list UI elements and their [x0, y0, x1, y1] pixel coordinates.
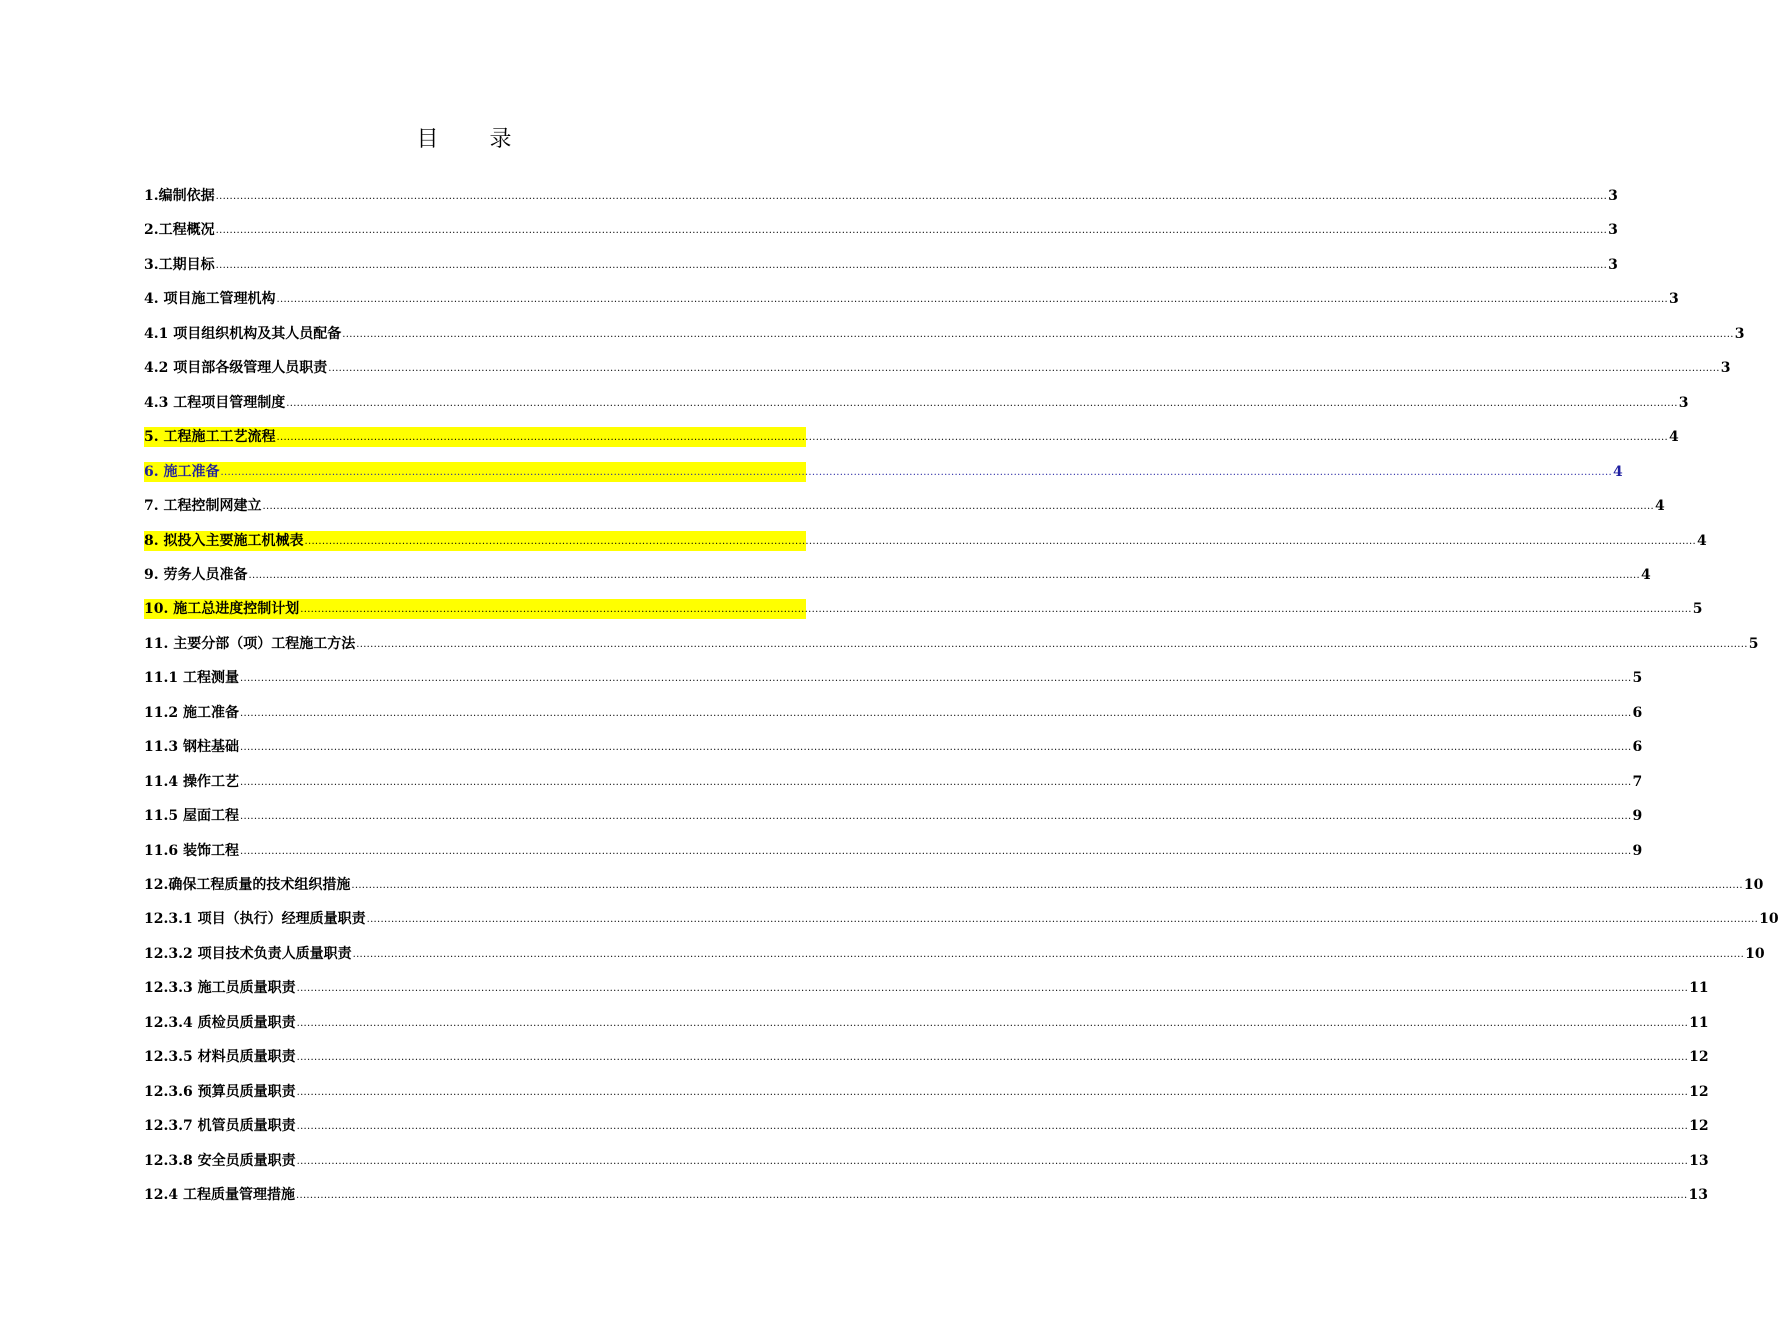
toc-leader-dots: ................................................................................................................................................................................................................................................................................................................................................................................................................ — [239, 707, 1632, 719]
toc-entry-label: 12.3.1 项目（执行）经理质量职责 — [144, 911, 366, 928]
toc-entry-label: 12.3.6 预算员质量职责 — [144, 1083, 296, 1100]
toc-entry-label: 2.工程概况 — [144, 222, 215, 239]
toc-entry-page-number: 12 — [1689, 1083, 1709, 1100]
toc-entry[interactable] — [144, 875, 1764, 895]
toc-entry[interactable] — [144, 668, 1643, 688]
toc-entry[interactable] — [144, 634, 1759, 654]
toc-entry-page-number: 13 — [1688, 1187, 1708, 1204]
toc-entry[interactable] — [144, 186, 1618, 206]
toc-entry-page-number: 3 — [1678, 394, 1689, 411]
toc-leader-dots: ................................................................................................................................................................................................................................................................................................................................................................................................................ — [352, 948, 1745, 960]
toc-entry-label: 12.确保工程质量的技术组织措施 — [144, 877, 351, 893]
toc-entry-label: 12.3.2 项目技术负责人质量职责 — [144, 945, 352, 962]
toc-entry-page-number: 4 — [1696, 532, 1707, 549]
toc-entry-page-number: 6 — [1632, 704, 1643, 721]
toc-entry[interactable] — [144, 496, 1665, 516]
toc-leader-dots: ................................................................................................................................................................................................................................................................................................................................................................................................................ — [296, 1017, 1689, 1029]
toc-entry[interactable] — [144, 358, 1731, 378]
toc-leader-dots: ................................................................................................................................................................................................................................................................................................................................................................................................................ — [248, 569, 1640, 581]
toc-leader-dots: ................................................................................................................................................................................................................................................................................................................................................................................................................ — [300, 604, 1692, 616]
toc-entry-label: 10. 施工总进度控制计划 — [144, 601, 300, 618]
toc-entry[interactable] — [144, 462, 1623, 482]
toc-entry-label: 11.1 工程测量 — [144, 670, 239, 687]
toc-entry-label: 12.3.5 材料员质量职责 — [144, 1049, 296, 1066]
toc-entry-label: 8. 拟投入主要施工机械表 — [144, 532, 304, 549]
toc-entry-label: 12.3.4 质检员质量职责 — [144, 1014, 296, 1031]
toc-entry[interactable] — [144, 255, 1618, 275]
toc-leader-dots: ................................................................................................................................................................................................................................................................................................................................................................................................................ — [366, 914, 1759, 926]
toc-leader-dots: ................................................................................................................................................................................................................................................................................................................................................................................................................ — [215, 259, 1608, 271]
toc-entry[interactable] — [144, 427, 1679, 447]
toc-entry-page-number: 4 — [1612, 463, 1623, 480]
toc-entry[interactable] — [144, 1047, 1709, 1067]
toc-entry-label: 4.3 工程项目管理制度 — [144, 394, 286, 411]
toc-leader-dots: ................................................................................................................................................................................................................................................................................................................................................................................................................ — [296, 1052, 1689, 1064]
toc-entry-page-number: 3 — [1608, 256, 1618, 273]
toc-entry-label: 6. 施工准备 — [144, 463, 220, 480]
toc-entry-label: 7. 工程控制网建立 — [144, 498, 262, 515]
toc-entry-page-number: 4 — [1640, 566, 1651, 583]
toc-entry[interactable] — [144, 737, 1643, 757]
toc-entry-label: 5. 工程施工工艺流程 — [144, 429, 276, 446]
toc-leader-dots: ................................................................................................................................................................................................................................................................................................................................................................................................................ — [220, 466, 1612, 478]
toc-entry[interactable] — [144, 1013, 1709, 1033]
toc-entry-page-number: 5 — [1748, 635, 1759, 652]
toc-entry[interactable] — [144, 841, 1643, 861]
toc-leader-dots: ................................................................................................................................................................................................................................................................................................................................................................................................................ — [296, 983, 1689, 995]
toc-entry-label: 12.3.3 施工员质量职责 — [144, 980, 296, 997]
toc-entry-page-number: 10 — [1743, 877, 1764, 893]
toc-entry-label: 4.2 项目部各级管理人员职责 — [144, 360, 328, 377]
toc-entry[interactable] — [144, 565, 1651, 585]
toc-entry[interactable] — [144, 909, 1779, 929]
toc-entry-label: 11. 主要分部（项）工程施工方法 — [144, 635, 356, 652]
toc-leader-dots: ................................................................................................................................................................................................................................................................................................................................................................................................................ — [262, 501, 1654, 513]
toc-entry[interactable] — [144, 220, 1618, 240]
toc-entry-label: 11.6 装饰工程 — [144, 842, 239, 859]
toc-entry-label: 11.5 屋面工程 — [144, 808, 239, 825]
toc-leader-dots: ................................................................................................................................................................................................................................................................................................................................................................................................................ — [239, 742, 1632, 754]
toc-entry-page-number: 9 — [1632, 842, 1643, 859]
toc-entry-page-number: 5 — [1692, 601, 1703, 618]
toc-entry-page-number: 13 — [1689, 1152, 1709, 1169]
toc-entry-page-number: 3 — [1720, 360, 1731, 377]
toc-entry-label: 11.3 钢柱基础 — [144, 739, 239, 756]
toc-entry-page-number: 11 — [1689, 980, 1709, 997]
toc-leader-dots: ................................................................................................................................................................................................................................................................................................................................................................................................................ — [296, 1086, 1689, 1098]
toc-entry-label: 11.2 施工准备 — [144, 704, 239, 721]
toc-entry[interactable] — [144, 393, 1689, 413]
toc-entry-page-number: 10 — [1759, 911, 1779, 928]
toc-entry-page-number: 12 — [1689, 1118, 1709, 1135]
toc-entry[interactable] — [144, 703, 1643, 723]
toc-entry[interactable] — [144, 1116, 1709, 1136]
toc-entry-page-number: 3 — [1734, 325, 1745, 342]
toc-leader-dots: ................................................................................................................................................................................................................................................................................................................................................................................................................ — [215, 225, 1608, 237]
toc-entry[interactable] — [144, 1185, 1708, 1205]
toc-entry-page-number: 12 — [1689, 1049, 1709, 1066]
toc-entry[interactable] — [144, 289, 1679, 309]
toc-entry-label: 12.3.8 安全员质量职责 — [144, 1152, 296, 1169]
toc-entry-page-number: 3 — [1608, 188, 1618, 204]
toc-entry-label: 4.1 项目组织机构及其人员配备 — [144, 325, 342, 342]
toc-leader-dots: ................................................................................................................................................................................................................................................................................................................................................................................................................ — [239, 811, 1632, 823]
toc-leader-dots: ................................................................................................................................................................................................................................................................................................................................................................................................................ — [296, 1155, 1689, 1167]
toc-entry-page-number: 10 — [1745, 945, 1765, 962]
toc-entry[interactable] — [144, 599, 1703, 619]
toc-entry-page-number: 7 — [1632, 773, 1643, 790]
toc-leader-dots: ................................................................................................................................................................................................................................................................................................................................................................................................................ — [342, 328, 1734, 340]
toc-entry-page-number: 11 — [1689, 1014, 1709, 1031]
toc-entry-page-number: 3 — [1608, 222, 1618, 239]
toc-entry-label: 3.工期目标 — [144, 256, 215, 273]
toc-entry-label: 1.编制依据 — [144, 188, 215, 204]
toc-leader-dots: ................................................................................................................................................................................................................................................................................................................................................................................................................ — [296, 1121, 1689, 1133]
toc-leader-dots: ................................................................................................................................................................................................................................................................................................................................................................................................................ — [351, 880, 1743, 891]
toc-leader-dots: ................................................................................................................................................................................................................................................................................................................................................................................................................ — [276, 294, 1668, 306]
toc-entry[interactable] — [144, 772, 1643, 792]
toc-entry[interactable] — [144, 806, 1643, 826]
toc-entry-page-number: 6 — [1632, 739, 1643, 756]
toc-entry-page-number: 4 — [1654, 498, 1665, 515]
toc-leader-dots: ................................................................................................................................................................................................................................................................................................................................................................................................................ — [215, 191, 1608, 202]
toc-entry[interactable] — [144, 978, 1709, 998]
toc-leader-dots: ................................................................................................................................................................................................................................................................................................................................................................................................................ — [239, 673, 1632, 685]
toc-leader-dots: ................................................................................................................................................................................................................................................................................................................................................................................................................ — [304, 535, 1696, 547]
toc-entry[interactable] — [144, 1082, 1709, 1102]
toc-leader-dots: ................................................................................................................................................................................................................................................................................................................................................................................................................ — [328, 363, 1720, 375]
toc-entry-page-number: 5 — [1632, 670, 1643, 687]
toc-leader-dots: ................................................................................................................................................................................................................................................................................................................................................................................................................ — [239, 845, 1632, 857]
toc-leader-dots: ................................................................................................................................................................................................................................................................................................................................................................................................................ — [295, 1190, 1688, 1202]
toc-leader-dots: ................................................................................................................................................................................................................................................................................................................................................................................................................ — [286, 397, 1678, 409]
toc-entry-label: 12.3.7 机管员质量职责 — [144, 1118, 296, 1135]
toc-leader-dots: ................................................................................................................................................................................................................................................................................................................................................................................................................ — [356, 638, 1748, 650]
toc-entry-label: 4. 项目施工管理机构 — [144, 291, 276, 308]
toc-entry[interactable] — [144, 531, 1707, 551]
toc-entry-label: 12.4 工程质量管理措施 — [144, 1187, 295, 1204]
toc-entry[interactable] — [144, 944, 1765, 964]
toc-entry-label: 9. 劳务人员准备 — [144, 566, 248, 583]
toc-entry-page-number: 3 — [1668, 291, 1679, 308]
toc-entry-page-number: 9 — [1632, 808, 1643, 825]
toc-entry-label: 11.4 操作工艺 — [144, 773, 239, 790]
toc-entry[interactable] — [144, 1151, 1709, 1171]
toc-entry-page-number: 4 — [1668, 429, 1679, 446]
page-title: 目 录 — [416, 127, 534, 152]
toc-leader-dots: ................................................................................................................................................................................................................................................................................................................................................................................................................ — [239, 776, 1632, 788]
toc-leader-dots: ................................................................................................................................................................................................................................................................................................................................................................................................................ — [276, 432, 1668, 444]
toc-entry[interactable] — [144, 324, 1745, 344]
